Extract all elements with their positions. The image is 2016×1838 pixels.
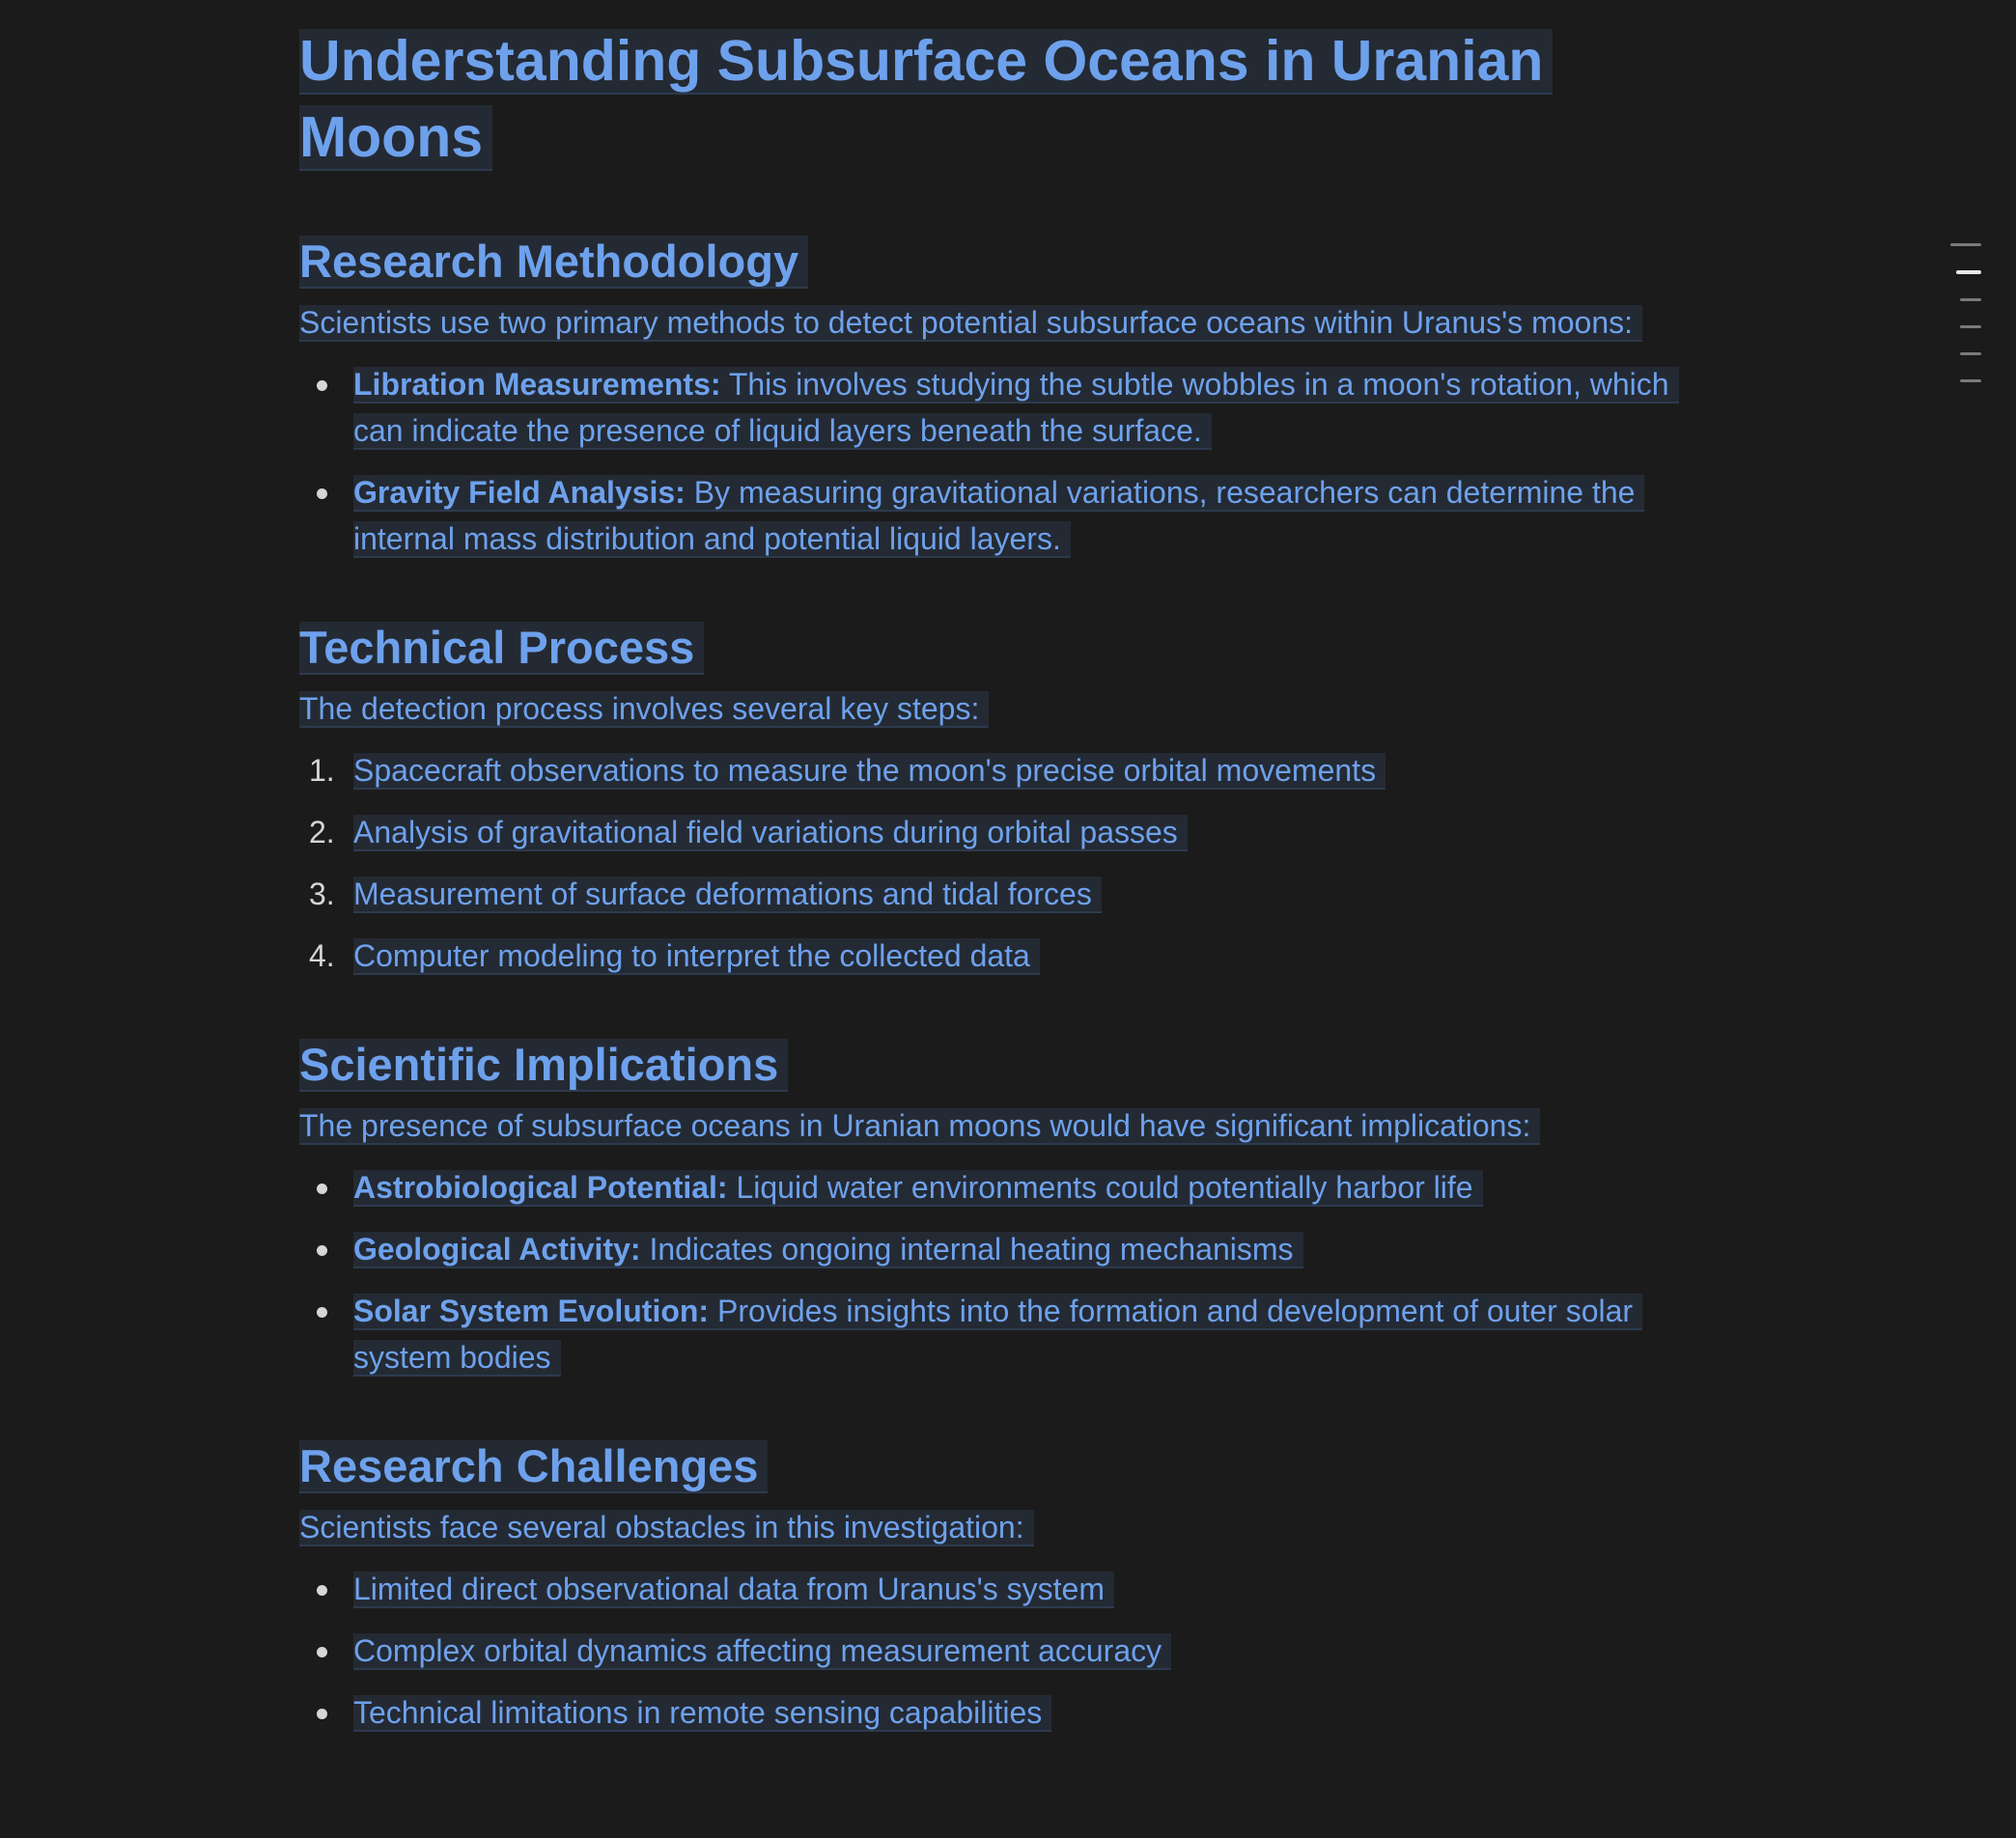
list-item <box>299 1288 1670 1380</box>
list-item <box>299 1226 1670 1272</box>
list-item-text: Measurement of surface deformations and tidal forces <box>353 877 1102 913</box>
bullet-icon <box>317 1307 327 1318</box>
bullet-icon <box>317 380 327 391</box>
list-item-term: Astrobiological Potential: <box>353 1170 728 1205</box>
section-intro-text: Scientists use two primary methods to detect potential subsurface oceans within Uranus's moons: <box>299 305 1642 342</box>
bullet-list <box>299 1566 1670 1736</box>
section-heading <box>299 1436 1670 1496</box>
list-number: 4. <box>309 938 335 973</box>
section-research-challenges <box>299 1436 1670 1736</box>
list-number: 1. <box>309 753 335 788</box>
bullet-icon <box>317 1647 327 1657</box>
section-heading <box>299 618 1670 678</box>
page-title-text: Understanding Subsurface Oceans in Uranian Moons <box>299 29 1553 171</box>
list-item-text: This involves studying the subtle wobbles in a moon's rotation, which can indicate the presence of liquid layers beneath the surface. <box>353 367 1669 448</box>
minimap-entry[interactable] <box>1960 325 1981 328</box>
section-heading-text: Research Methodology <box>299 236 808 289</box>
bullet-list <box>299 361 1670 562</box>
minimap-entry[interactable] <box>1960 298 1981 301</box>
list-item <box>299 933 1670 979</box>
bullet-icon <box>317 488 327 499</box>
list-item-text: Technical limitations in remote sensing capabilities <box>353 1695 1051 1732</box>
list-item <box>299 469 1670 562</box>
list-item <box>299 361 1670 454</box>
section-intro-text: The presence of subsurface oceans in Uranian moons would have significant implications: <box>299 1108 1540 1145</box>
page-title <box>299 23 1670 176</box>
list-item-text: Indicates ongoing internal heating mechanisms <box>640 1232 1294 1267</box>
section-intro-text: Scientists face several obstacles in this investigation: <box>299 1510 1034 1546</box>
bullet-list <box>299 1164 1670 1380</box>
list-item <box>299 1628 1670 1674</box>
list-number: 2. <box>309 815 335 849</box>
document <box>299 23 1670 1736</box>
list-item-term: Geological Activity: <box>353 1232 641 1267</box>
list-item <box>299 809 1670 855</box>
list-item-text: Limited direct observational data from Uranus's system <box>353 1572 1114 1608</box>
list-item-term: Libration Measurements: <box>353 367 721 402</box>
section-heading <box>299 232 1670 292</box>
numbered-list <box>299 747 1670 979</box>
list-item <box>299 871 1670 917</box>
section-technical-process <box>299 618 1670 979</box>
section-heading-text: Technical Process <box>299 622 704 675</box>
list-item-text: By measuring gravitational variations, researchers can determine the internal mass distribution and potential liquid layers. <box>353 475 1636 556</box>
section-heading <box>299 1035 1670 1095</box>
minimap-entry[interactable] <box>1960 379 1981 382</box>
outline-minimap-icon[interactable] <box>1950 243 1989 406</box>
section-heading-text: Scientific Implications <box>299 1039 788 1092</box>
minimap-entry-active[interactable] <box>1956 270 1981 274</box>
section-research-methodology <box>299 232 1670 562</box>
bullet-icon <box>317 1184 327 1194</box>
section-intro-text: The detection process involves several key steps: <box>299 691 989 728</box>
section-intro <box>299 299 1670 346</box>
bullet-icon <box>317 1585 327 1596</box>
list-item-term: Gravity Field Analysis: <box>353 475 686 510</box>
section-intro <box>299 685 1670 732</box>
list-item-text: Spacecraft observations to measure the moon's precise orbital movements <box>353 753 1386 790</box>
bullet-icon <box>317 1709 327 1719</box>
list-item-text: Analysis of gravitational field variations during orbital passes <box>353 815 1188 851</box>
list-item <box>299 1689 1670 1736</box>
list-item <box>299 747 1670 794</box>
list-item-text: Computer modeling to interpret the collected data <box>353 938 1040 975</box>
section-heading-text: Research Challenges <box>299 1440 768 1493</box>
minimap-entry[interactable] <box>1950 243 1981 246</box>
list-item-text: Liquid water environments could potentially harbor life <box>727 1170 1473 1205</box>
list-number: 3. <box>309 877 335 911</box>
section-scientific-implications <box>299 1035 1670 1380</box>
list-item-text: Complex orbital dynamics affecting measurement accuracy <box>353 1633 1171 1670</box>
list-item <box>299 1164 1670 1211</box>
minimap-entry[interactable] <box>1960 352 1981 355</box>
list-item <box>299 1566 1670 1612</box>
list-item-text: Provides insights into the formation and development of outer solar system bodies <box>353 1294 1634 1375</box>
section-intro <box>299 1504 1670 1550</box>
section-intro <box>299 1102 1670 1149</box>
bullet-icon <box>317 1245 327 1256</box>
list-item-term: Solar System Evolution: <box>353 1294 710 1328</box>
